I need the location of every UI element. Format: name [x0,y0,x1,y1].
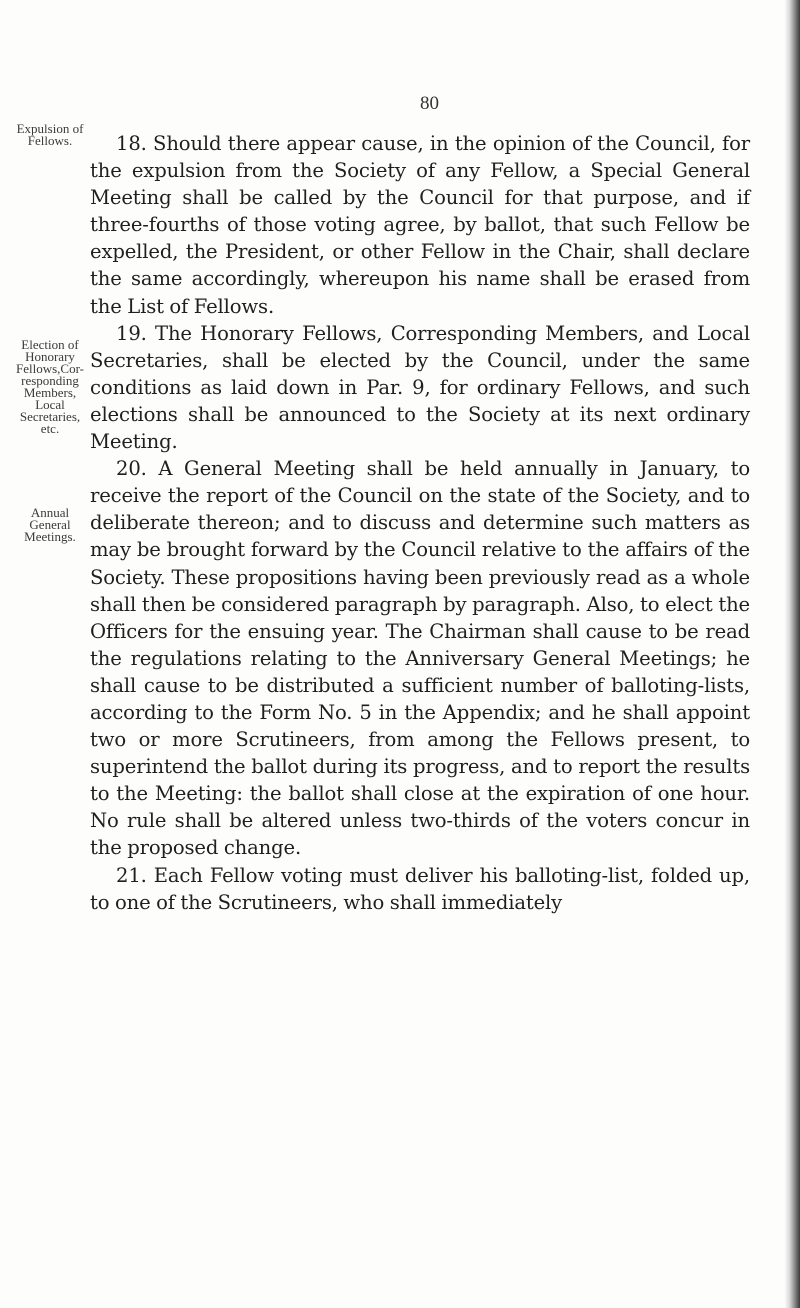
page-edge-shadow [784,0,800,1308]
margin-note-line: Local [35,397,65,412]
margin-note-election [14,339,86,435]
paragraph-19: 19. The Honorary Fellows, Corresponding Members, and Local Secretaries, shall be elected by the Council, under the same conditions as laid down in Par. 9, for ordinary Fellows, and such elections shall be announced to the Society at its next ordinary Meeting. [90,321,750,454]
margin-note-line: Fellows. [27,133,73,148]
paragraph-18: 18. Should there appear cause, in the opinion of the Council, for the expulsion from the Society of any Fellow, a Special General Meeting shall be called by the Council for that purpose, and if three-fourths of those voting agree, by ballot, that such Fellow be expelled, the President, or other Fellow in the Chair, shall declare the same accordingly, whereupon his name shall be erased from the List of Fellows. [90,132,750,318]
margin-note-line: Expulsion of [16,121,84,136]
margin-note-line: Meetings. [24,529,76,544]
margin-note-annual-meetings [14,507,86,543]
page-number: 80 [420,93,439,114]
margin-note-line: etc. [40,421,60,436]
body-text [90,130,750,916]
margin-note-line: responding [21,373,79,388]
margin-note-expulsion [14,123,86,147]
paragraph-20: 20. A General Meeting shall be held annually in January, to receive the report of the Council on the state of the Society, and to deliberate thereon; and to discuss and determine such matters as may be brought forward by the Council relative to the affairs of the Society. These propositions having been previously read as a whole shall then be considered paragraph by paragraph. Also, to elect the Officers for the ensuing year. The Chairman shall cause to be read the regulations relating to the Anniversary General Meetings; he shall cause to be distributed a sufficient number of balloting-lists, according to the Form No. 5 in the Appendix; and he shall appoint two or more Scrutineers, from among the Fellows present, to superintend the ballot during its progress, and to report the results to the Meeting: the ballot shall close at the expiration of one hour. No rule shall be altered unless two-thirds of the voters concur in the proposed change. [90,457,750,860]
margin-note-line: General [29,517,71,532]
paragraph-21: 21. Each Fellow voting must deliver his balloting-list, folded up, to one of the Scrutineers, who shall immediately [90,863,750,914]
margin-note-line: Fellows,Cor- [16,361,84,376]
margin-note-line: Annual [30,505,70,520]
margin-note-line: Honorary [25,349,75,364]
margin-note-line: Election of [21,337,79,352]
margin-note-line: Members, [23,385,77,400]
margin-note-line: Secretaries, [19,409,81,424]
